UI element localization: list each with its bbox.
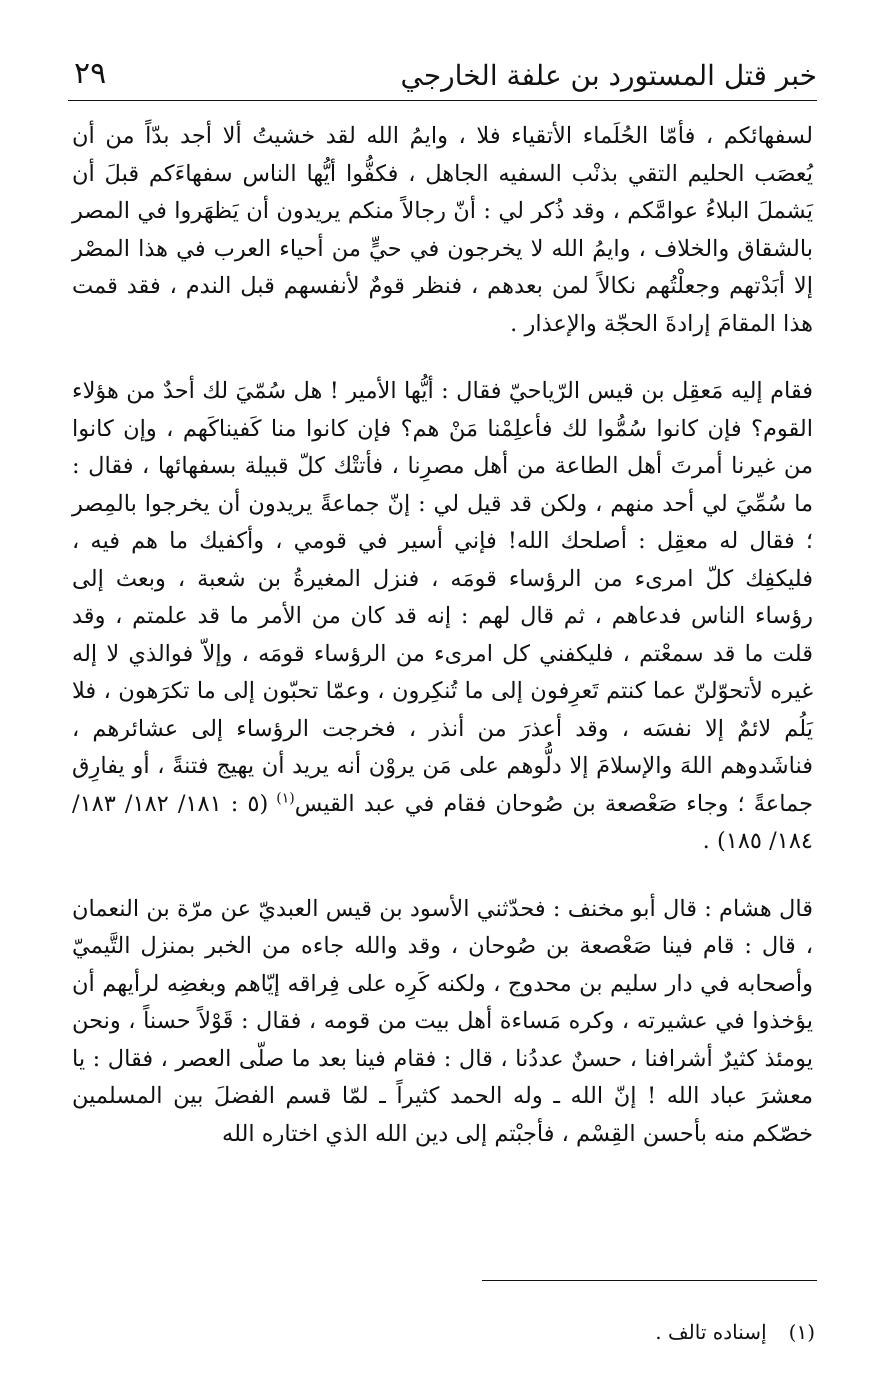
footnote-number: (١): [788, 1320, 815, 1344]
footnote-rule: [482, 1280, 817, 1281]
page-number: ٢٩: [74, 56, 107, 91]
paragraph-3: [72, 891, 813, 1154]
paragraph-3-text: قال هشام : قال أبو مخنف : فحدّثني الأسود بن قيس العبديّ عن مرّة بن النعمان ، قال : قام فينا صَعْصعة بن صُوحان ، وقد والله جاءه من الخبر بمنزل التَّيميّ وأصحابه في دار سليم بن محدوج ، ولكنه كَرِه على فِراقه إيّاهم وبغضِه لرأيهم أن يؤخذوا في عشيرته ، وكره مَساءة أهل بيت من قومه ، فقال : قَوْلاً حسناً ، ونحن يومئذ كثيرٌ أشرافنا ، حسنٌ عددُنا ، قال : فقام فينا بعد ما صلّى العصر ، فقال : يا معشرَ عباد الله ! إنّ الله ـ وله الحمد كثيراً ـ لمّا قسم الفضلَ بين المسلمين خصّكم منه بأحسن القِسْم ، فأجبْتم إلى دين الله الذي اختاره الله: [72, 895, 813, 1147]
page-header: [68, 52, 817, 100]
paragraph-2: [72, 373, 813, 861]
header-rule: [68, 100, 817, 101]
footnote: [655, 1318, 815, 1346]
source-citation: (٥ : ١٨١/ ١٨٢/ ١٨٣/ ١٨٤/ ١٨٥) .: [72, 790, 813, 854]
footnote-reference: (١): [276, 790, 295, 806]
page-body: [72, 118, 813, 1153]
paragraph-1: [72, 118, 813, 343]
paragraph-1-text: لسفهائكم ، فأمّا الحُلَماء الأتقياء فلا ، وايمُ الله لقد خشيتُ ألا أجد بدّاً من أن يُعصَب الحليم التقي بذنْب السفيه الجاهل ، فكفُّوا أيُّها الناس سفهاءَكم قبلَ أن يَشملَ البلاءُ عوامَّكم ، وقد ذُكر لي : أنّ رجالاً منكم يريدون أن يَظهَروا في المصر بالشقاق والخلاف ، وايمُ الله لا يخرجون في حيٍّ من أحياء العرب في هذا المصْر إلا أبَدْتهم وجعلْتُهم نكالاً لمن بعدهم ، فنظر قومٌ لأنفسهم قبل الندم ، فقد قمت هذا المقامَ إرادةَ الحجّة والإعذار .: [72, 123, 813, 337]
footnote-text: إسناده تالف .: [655, 1320, 767, 1344]
running-title: خبر قتل المستورد بن علفة الخارجي: [400, 59, 817, 92]
paragraph-2-text: فقام إليه مَعقِل بن قيس الرّياحيّ فقال : أيُّها الأمير ! هل سُمّيَ لك أحدٌ من هؤلاء القوم؟ فإن كانوا سُمُّوا لك فأعلِمْنا مَنْ هم؟ فإن كانوا منا كَفيناكَهم ، وإن كانوا من غيرنا أمرتَ أهل الطاعة من أهل مصرِنا ، فأتتْك كلّ قبيلة بسفهائها ، فقال : ما سُمِّيَ لي أحد منهم ، ولكن قد قيل لي : إنّ جماعةً يريدون أن يخرجوا بالمِصر ؛ فقال له معقِل : أصلحك الله! فإني أسير في قومي ، وأكفيك ما هم فيه ، فليكفِك كلّ امرىء من الرؤساء قومَه ، فنزل المغيرةُ بن شعبة ، وبعث إلى رؤساء الناس فدعاهم ، ثم قال لهم : إنه قد كان من الأمر ما قد علمتم ، وقد قلت ما قد سمعْتم ، فليكفني كل امرىء من الرؤساء قومَه ، وإلاّ فوالذي لا إله غيره لأتحوّلنّ عما كنتم تَعرِفون إلى ما تُنكِرون ، وعمّا تحبّون إلى ما تكرَهون ، فلا يَلُم لائمٌ إلا نفسَه ، وقد أعذرَ من أنذر ، فخرجت الرؤساء إلى عشائرهم ، فناشَدوهم اللهَ والإسلامَ إلا دلُّوهم على مَن يروْن أنه يريد أن يهيج فتنةً ، أو يفارِق جماعةً ؛ وجاء صَعْصعة بن صُوحان فقام في عبد القيس: [72, 378, 814, 817]
